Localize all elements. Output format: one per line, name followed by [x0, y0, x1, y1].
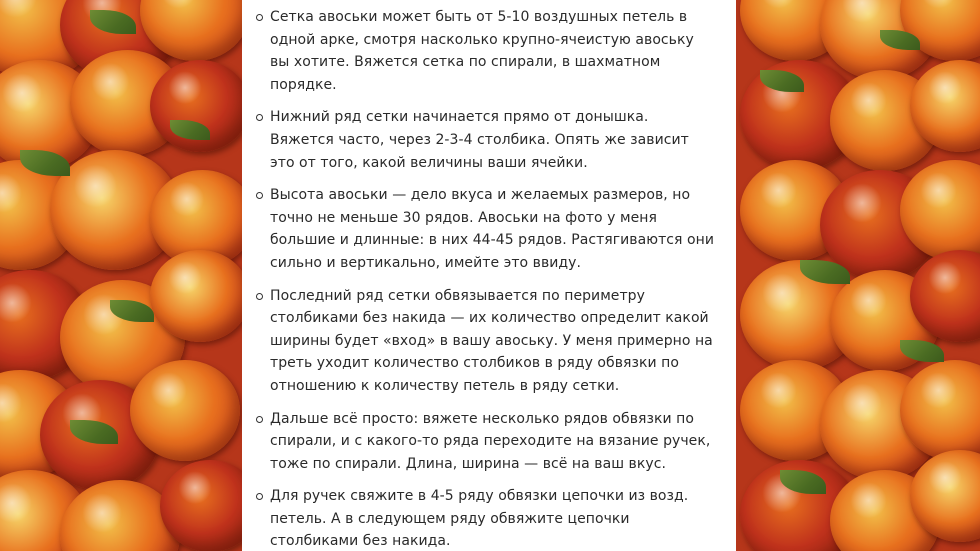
- apple-shape: [130, 360, 240, 461]
- bullet-icon: [256, 416, 263, 423]
- list-item-text: Высота авоськи — дело вкуса и желаемых размеров, но точно не меньше 30 рядов. Авоськи на фото у меня большие и длинные: в них 44-45 рядов. Растягиваются они сильно и вертикально, имейте это ввиду.: [270, 187, 714, 271]
- instruction-list: [256, 6, 716, 551]
- list-item-text: Для ручек свяжите в 4-5 ряду обвязки цепочки из возд. петель. А в следующем ряду обвяжите цепочки столбиками без накида.: [270, 488, 689, 550]
- list-item: [256, 485, 716, 551]
- bullet-icon: [256, 14, 263, 21]
- bullet-icon: [256, 192, 263, 199]
- bullet-icon: [256, 293, 263, 300]
- list-item: [256, 184, 716, 274]
- article-text-panel: [242, 0, 736, 551]
- list-item: [256, 6, 716, 96]
- list-item-text: Дальше всё просто: вяжете несколько рядов обвязки по спирали, и с какого-то ряда переходите на вязание ручек, тоже по спирали. Длина, ширина — всё на ваш вкус.: [270, 410, 711, 472]
- list-item-text: Сетка авоськи может быть от 5-10 воздушных петель в одной арке, смотря насколько крупно-ячеистую авоську вы хотите. Вяжется сетка по спирали, в шахматном порядке.: [270, 9, 694, 93]
- list-item-text: Нижний ряд сетки начинается прямо от донышка. Вяжется часто, через 2-3-4 столбика. Опять же зависит это от того, какой величины ваши ячейки.: [270, 109, 689, 171]
- apple-shape: [150, 250, 250, 342]
- list-item: [256, 285, 716, 398]
- list-item-text: Последний ряд сетки обвязывается по периметру столбиками без накида — их количество определит какой ширины будет «вход» в вашу авоську. У меня примерно на треть уходит количество столбиков в ряду обвязки по отношению к количеству петель в ряду сетки.: [270, 287, 713, 394]
- list-item: [256, 408, 716, 476]
- bullet-icon: [256, 493, 263, 500]
- bullet-icon: [256, 114, 263, 121]
- list-item: [256, 106, 716, 174]
